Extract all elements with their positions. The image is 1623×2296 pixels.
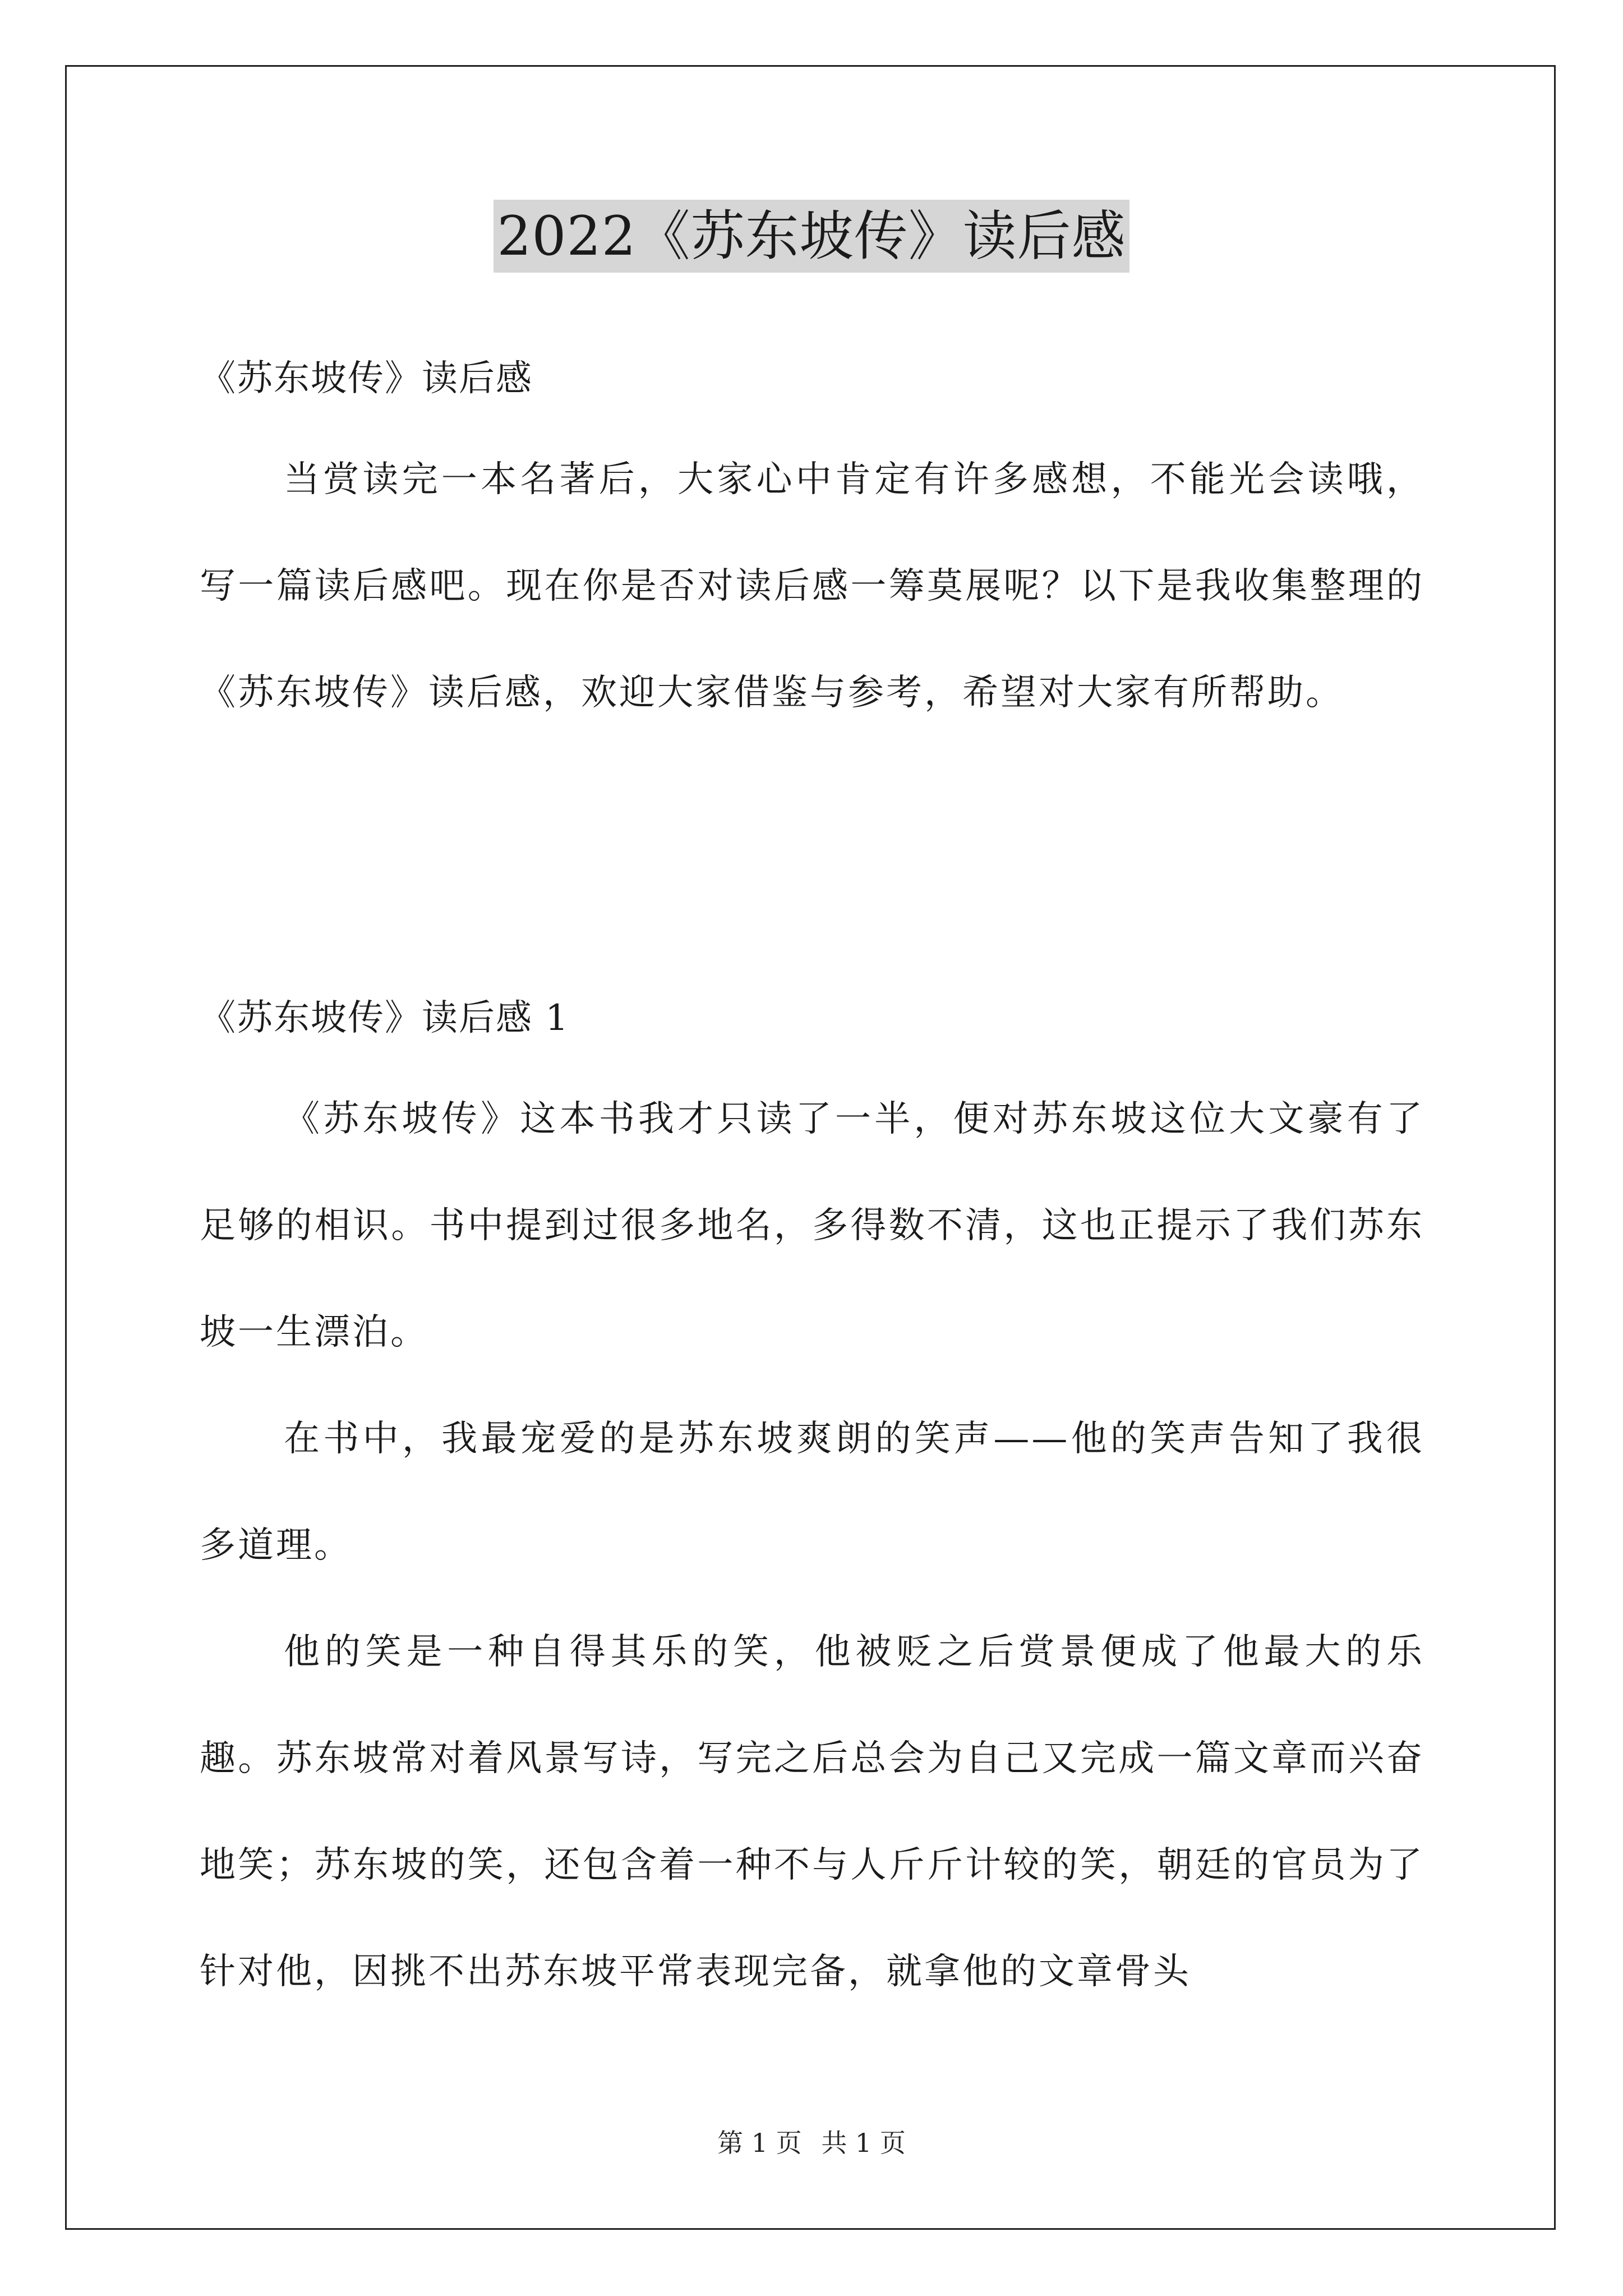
section-heading-1: 《苏东坡传》读后感 1 xyxy=(200,997,570,1039)
paragraph-1: 《苏东坡传》这本书我才只读了一半，便对苏东坡这位大文豪有了足够的相识。书中提到过很多地名，多得数不清，这也正提示了我们苏东坡一生漂泊。 xyxy=(200,1098,1424,1353)
page-total: 共 1 页 xyxy=(821,2128,906,2158)
paragraph-2: 在书中，我最宠爱的是苏东坡爽朗的笑声——他的笑声告知了我很多道理。 xyxy=(200,1418,1424,1566)
paragraph-3: 他的笑是一种自得其乐的笑，他被贬之后赏景便成了他最大的乐趣。苏东坡常对着风景写诗，写完之后总会为自己又完成一篇文章而兴奋地笑；苏东坡的笑，还包含着一种不与人斤斤计较的笑，朝廷的官员为了针对他，因挑不出苏东坡平常表现完备，就拿他的文章骨头 xyxy=(200,1631,1424,1993)
title-container xyxy=(0,200,1623,273)
page-number: 第 1 页 xyxy=(717,2128,802,2158)
main-heading: 《苏东坡传》读后感 xyxy=(200,358,533,399)
section-1-body xyxy=(200,1066,1424,2025)
page-footer xyxy=(0,2126,1623,2160)
intro-section xyxy=(200,426,1424,746)
intro-paragraph: 当赏读完一本名著后，大家心中肯定有许多感想，不能光会读哦，写一篇读后感吧。现在你是否对读后感一筹莫展呢？以下是我收集整理的《苏东坡传》读后感，欢迎大家借鉴与参考，希望对大家有所帮助。 xyxy=(200,459,1424,714)
document-title: 2022《苏东坡传》读后感 xyxy=(494,200,1129,273)
